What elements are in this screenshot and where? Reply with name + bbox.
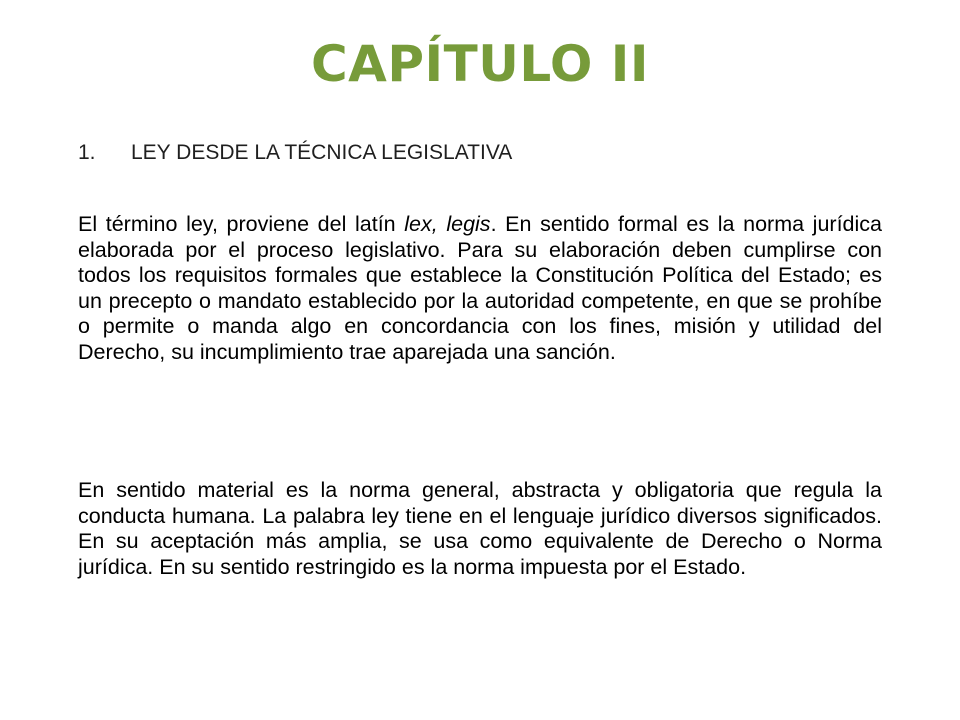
paragraph-1-latin-term: lex, legis [404,212,491,236]
paragraph-formal-sense [78,212,882,365]
section-number: 1. [78,141,96,164]
paragraph-material-sense: En sentido material es la norma general, abstracta y obligatoria que regula la conducta humana. La palabra ley tiene en el lenguaje jurídico diversos significados. En su aceptación más amplia, se usa como equivalente de Derecho o Norma jurídica. En su sentido restringido es la norma impuesta por el Estado. [78,478,882,579]
section-heading-text: LEY DESDE LA TÉCNICA LEGISLATIVA [131,141,513,164]
paragraph-1-rest: . En sentido formal es la norma jurídica elaborada por el proceso legislativo. Para su elaboración deben cumplirse con todos los requisitos formales que establece la Constitución Política del Estado; es un precepto o mandato establecido por la autoridad competente, en que se prohíbe o permite o manda algo en concordancia con los fines, misión y utilidad del Derecho, su incumplimiento trae aparejada una sanción. [78,212,882,364]
slide-title: CAPÍTULO II [310,35,650,93]
paragraph-1-lead: El término ley, proviene del latín [78,212,405,236]
section-heading [78,136,883,170]
